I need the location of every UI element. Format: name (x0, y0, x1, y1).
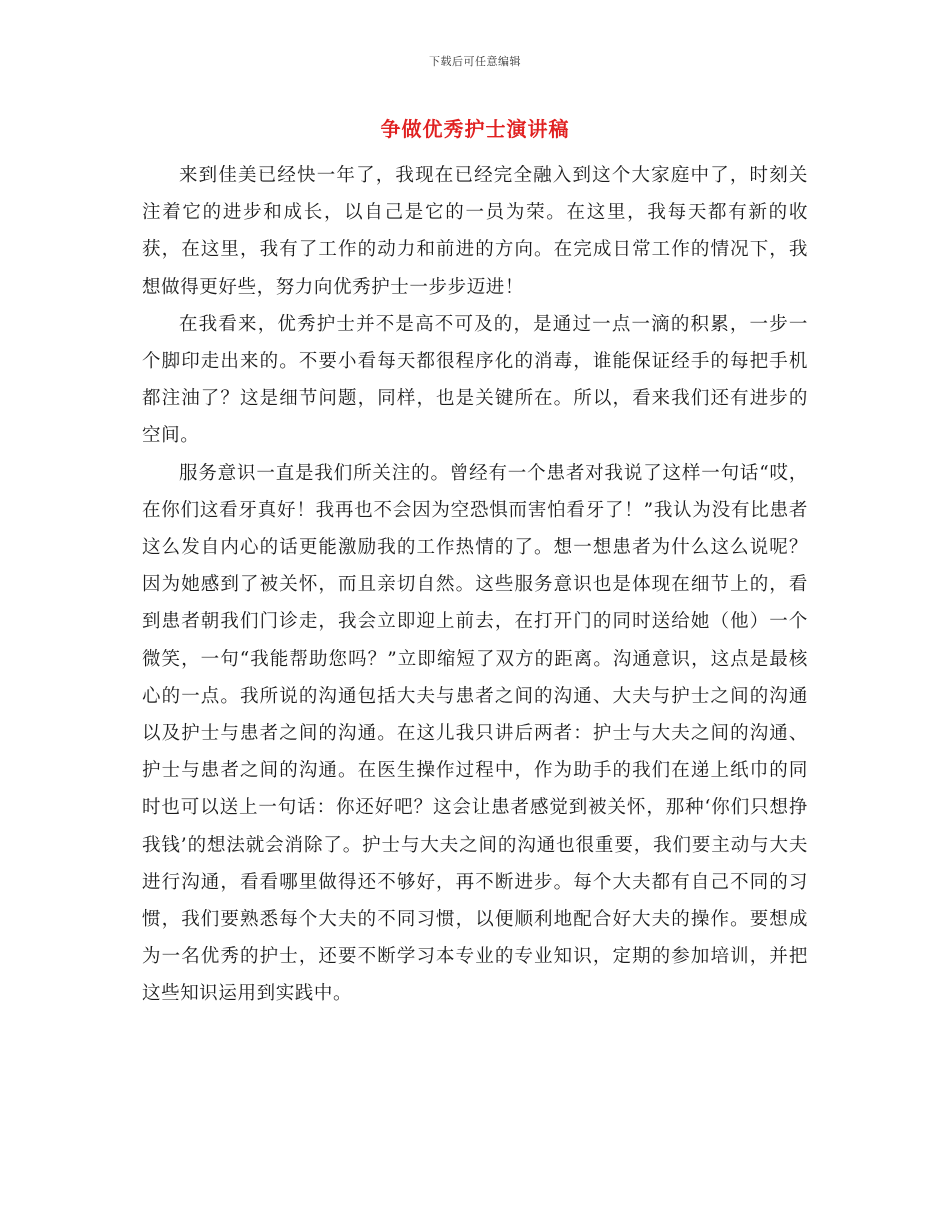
document-title: 争做优秀护士演讲稿 (380, 117, 570, 141)
paragraph-1: 来到佳美已经快一年了，我现在已经完全融入到这个大家庭中了，时刻关注着它的进步和成长，以自己是它的一员为荣。在这里，我每天都有新的收获，在这里，我有了工作的动力和前进的方向。在完成日常工作的情况下，我想做得更好些，努力向优秀护士一步步迈进！ (142, 165, 808, 298)
document-body (142, 157, 808, 1013)
paragraph-3: 服务意识一直是我们所关注的。曾经有一个患者对我说了这样一句话“哎，在你们这看牙真好！我再也不会因为空恐惧而害怕看牙了！”我认为没有比患者这么发自内心的话更能激励我的工作热情的了。想一想患者为什么这么说呢？因为她感到了被关怀，而且亲切自然。这些服务意识也是体现在细节上的，看到患者朝我们门诊走，我会立即迎上前去，在打开门的同时送给她（他）一个微笑，一句“我能帮助您吗？”立即缩短了双方的距离。沟通意识，这点是最核心的一点。我所说的沟通包括大夫与患者之间的沟通、大夫与护士之间的沟通以及护士与患者之间的沟通。在这儿我只讲后两者：护士与大夫之间的沟通、护士与患者之间的沟通。在医生操作过程中，作为助手的我们在递上纸巾的同时也可以送上一句话：你还好吧？这会让患者感觉到被关怀，那种‘你们只想挣我钱’的想法就会消除了。护士与大夫之间的沟通也很重要，我们要主动与大夫进行沟通，看看哪里做得还不够好，再不断进步。每个大夫都有自己不同的习惯，我们要熟悉每个大夫的不同习惯，以便顺利地配合好大夫的操作。要想成为一名优秀的护士，还要不断学习本专业的专业知识，定期的参加培训，并把这些知识运用到实践中。 (142, 462, 808, 1005)
header-note: 下载后可任意编辑 (429, 55, 521, 68)
paragraph-2: 在我看来，优秀护士并不是高不可及的，是通过一点一滴的积累，一步一个脚印走出来的。不要小看每天都很程序化的消毒，谁能保证经手的每把手机都注油了？这是细节问题，同样，也是关键所在。所以，看来我们还有进步的空间。 (142, 313, 808, 447)
